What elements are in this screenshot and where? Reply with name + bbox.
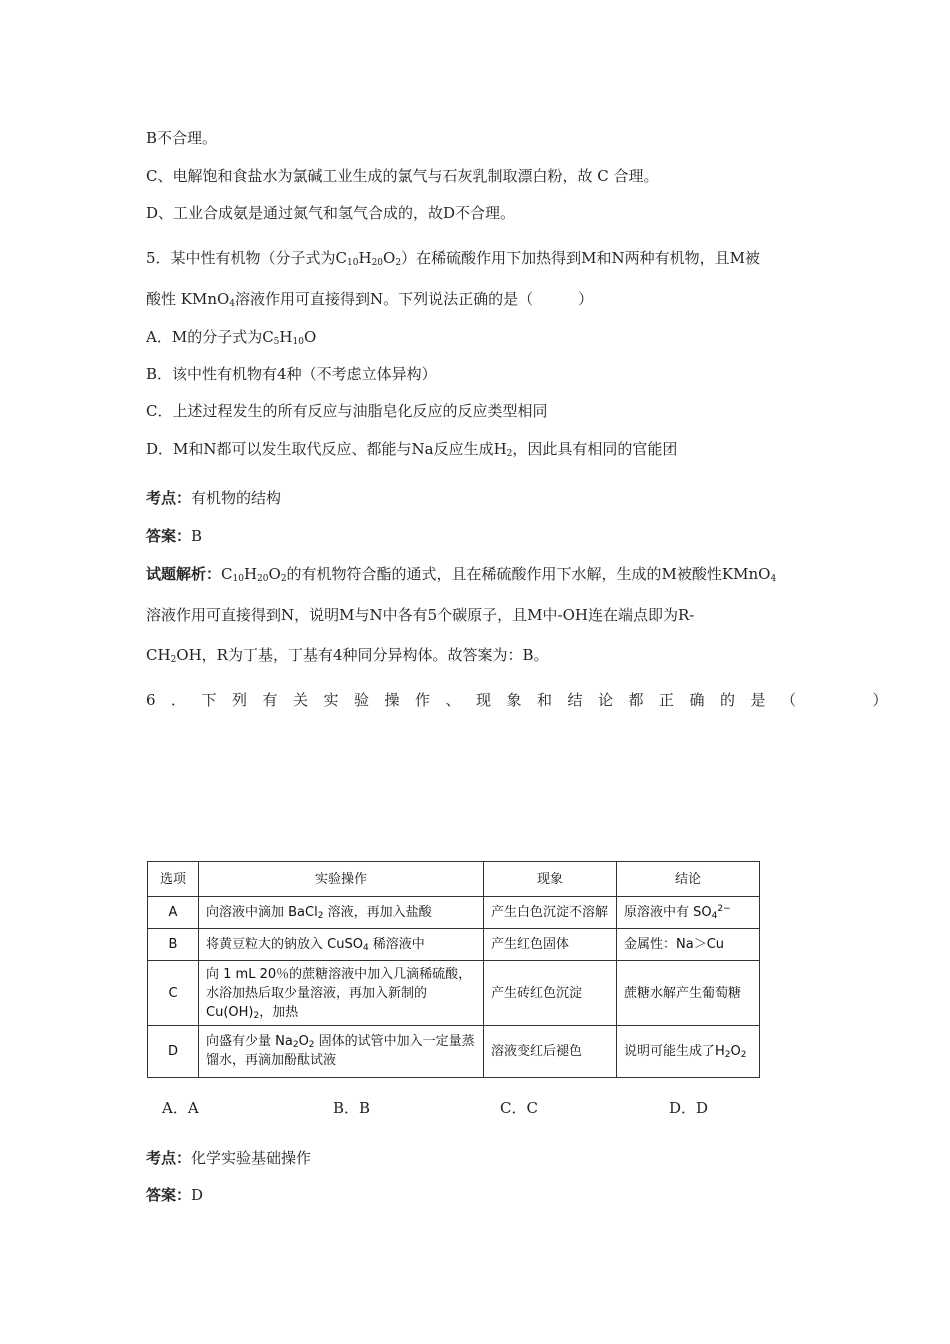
question-5-stem-line2 [146,289,593,309]
superscript: 2− [717,904,731,915]
subscript: 10 [347,258,359,268]
text: O [298,1034,309,1050]
text: B．该中性有机物有4种（不考虑立体异构） [146,365,437,383]
choice-d: D．D [669,1099,709,1117]
cell-conclusion [617,1025,760,1077]
subscript: 5 [273,337,280,347]
text: 向溶液中滴加 BaCl [206,905,318,921]
text: H [243,565,258,583]
header-operation: 实验操作 [199,862,484,897]
cell-operation [199,929,484,961]
text-line [146,203,515,223]
text: 向盛有少量 Na [206,1034,293,1050]
text-line [146,166,659,186]
text: CH [146,646,171,664]
text: OH，R为丁基，丁基有4种同分异构体。故答案为：B。 [176,646,549,664]
topic-value: 化学实验基础操作 [191,1149,312,1167]
answer-label: 答案： [146,1186,192,1204]
subscript: 10 [232,574,244,584]
subscript: 4 [770,574,777,584]
text: C [221,565,233,583]
cell-operation [199,1025,484,1077]
topic-line-2 [146,1148,311,1168]
header-option: 选项 [148,862,199,897]
subscript: 4 [229,299,236,309]
text: 溶液，再加入盐酸 [323,905,432,921]
table-header-row [148,862,760,897]
header-conclusion: 结论 [617,862,760,897]
topic-value: 有机物的结构 [191,489,282,507]
answer-value: B [191,527,203,545]
cell-option: A [148,897,199,929]
option-a [146,327,316,347]
cell-operation [199,897,484,929]
subscript: 2 [740,1049,747,1060]
cell-option: B [148,929,199,961]
text: 酸性 KMnO [146,290,230,308]
text-line [146,128,217,148]
table-row [148,961,760,1025]
text: H [358,249,372,267]
subscript: 10 [292,337,304,347]
text: C、电解饱和食盐水为氯碱工业生成的氯气与石灰乳制取漂白粉，故 C 合理。 [146,167,659,185]
choice-a: A．A [162,1099,199,1117]
cell-conclusion [617,897,760,929]
cell-conclusion: 蔗糖水解产生葡萄糖 [617,961,760,1025]
topic-label: 考点： [146,1149,192,1167]
cell-phenomenon: 产生红色固体 [484,929,617,961]
text: 溶液作用可直接得到N。下列说法正确的是（ ） [235,290,594,308]
text: 5．某中性有机物（分子式为C [146,249,348,267]
text: O [268,565,281,583]
table-row [148,929,760,961]
text: 原溶液中有 SO [624,905,712,921]
text: ，加热 [259,1004,299,1020]
option-c [146,401,547,421]
subscript: 2 [292,1040,299,1051]
text: B不合理。 [146,129,218,147]
option-b [146,364,437,384]
text: 6．下列有关实验操作、现象和结论都正确的是（ ） [146,691,904,709]
text: 固体的试管中加入一定量蒸馏水，再滴加酚酞试液 [206,1034,475,1069]
topic-label: 考点： [146,489,192,507]
experiment-table [147,861,760,1078]
answer-line-2 [146,1185,203,1205]
text: A．M的分子式为C [146,328,274,346]
cell-conclusion: 金属性：Na＞Cu [617,929,760,961]
question-5-stem [146,248,760,268]
text: 将黄豆粒大的钠放入 CuSO [206,937,363,953]
table-row [148,897,760,929]
choice-c: C．C [500,1099,538,1117]
text: D、工业合成氨是通过氮气和氢气合成的，故D不合理。 [146,204,516,222]
analysis-line-3 [146,645,549,665]
subscript: 2 [317,911,324,922]
question-6-stem [146,690,903,710]
analysis-label: 试题解析： [146,565,222,583]
text: 稀溶液中 [368,937,425,953]
answer-line [146,526,202,546]
text: D．M和N都可以发生取代反应、都能与Na反应生成H [146,440,507,458]
cell-phenomenon: 产生白色沉淀不溶解 [484,897,617,929]
text: H [279,328,293,346]
header-phenomenon: 现象 [484,862,617,897]
text: O [303,328,317,346]
subscript: 4 [711,911,718,922]
topic-line [146,488,281,508]
subscript: 4 [362,943,369,954]
analysis-line [146,564,776,584]
text: 溶液作用可直接得到N，说明M与N中各有5个碳原子，且M中-OH连在端点即为R- [146,606,695,624]
answer-value: D [191,1186,204,1204]
text: ，因此具有相同的官能团 [512,440,678,458]
text: C．上述过程发生的所有反应与油脂皂化反应的反应类型相同 [146,402,548,420]
cell-phenomenon: 产生砖红色沉淀 [484,961,617,1025]
subscript: 2 [506,449,513,459]
subscript: 2 [724,1049,731,1060]
text: 的有机物符合酯的通式，且在稀硫酸作用下水解，生成的M被酸性KMnO [286,565,771,583]
option-d [146,439,677,459]
subscript: 2 [253,1010,260,1021]
subscript: 20 [371,258,384,268]
text: O [730,1043,741,1059]
cell-phenomenon: 溶液变红后褪色 [484,1025,617,1077]
table-row [148,1025,760,1077]
subscript: 2 [170,655,177,665]
cell-operation [199,961,484,1025]
subscript: 20 [257,574,269,584]
analysis-line-2 [146,605,694,625]
text: 说明可能生成了H [624,1043,725,1059]
subscript: 2 [280,574,287,584]
cell-option: C [148,961,199,1025]
subscript: 2 [308,1040,315,1051]
cell-option: D [148,1025,199,1077]
answer-label: 答案： [146,527,192,545]
text: 向 1 mL 20％的蔗糖溶液中加入几滴稀硫酸，水浴加热后取少量溶液，再加入新制的 Cu(OH) [206,966,472,1020]
choice-b: B．B [333,1099,371,1117]
text: ）在稀硫酸作用下加热得到M和N两种有机物，且M被 [401,249,760,267]
subscript: 2 [395,258,402,268]
text: O [383,249,396,267]
